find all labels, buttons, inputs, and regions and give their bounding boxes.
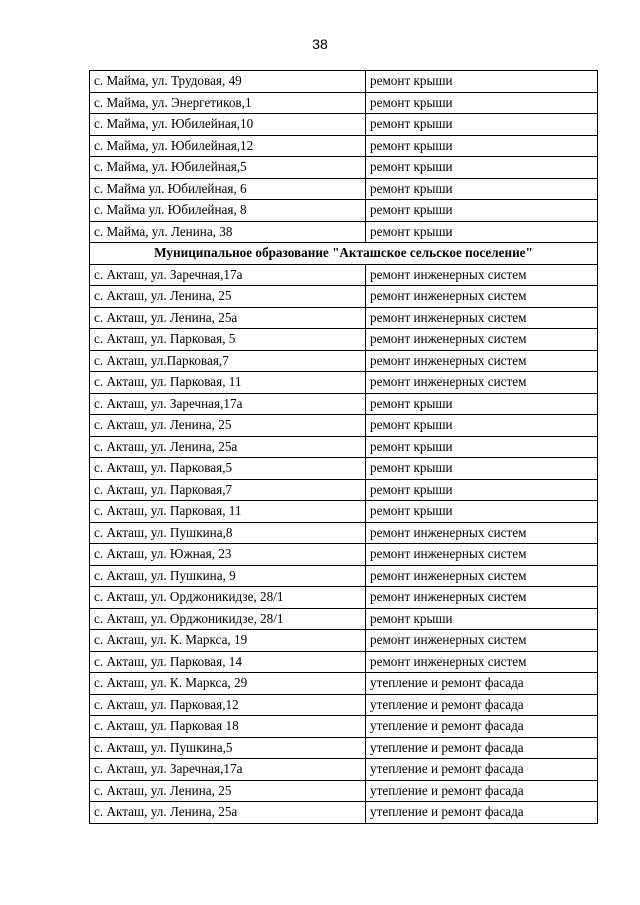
work-type-cell: ремонт крыши bbox=[366, 436, 598, 458]
address-cell: с. Акташ, ул. Пушкина,5 bbox=[90, 737, 366, 759]
work-type-cell: ремонт крыши bbox=[366, 178, 598, 200]
work-type-cell: ремонт крыши bbox=[366, 479, 598, 501]
address-cell: с. Акташ, ул. Парковая,7 bbox=[90, 479, 366, 501]
table-row bbox=[90, 673, 598, 695]
work-type-cell: утепление и ремонт фасада bbox=[366, 716, 598, 738]
address-cell: с. Акташ, ул. Парковая, 5 bbox=[90, 329, 366, 351]
table-row bbox=[90, 178, 598, 200]
table-row bbox=[90, 694, 598, 716]
table-row bbox=[90, 114, 598, 136]
work-type-cell: утепление и ремонт фасада bbox=[366, 694, 598, 716]
table-row bbox=[90, 479, 598, 501]
address-cell: с. Акташ, ул. Ленина, 25а bbox=[90, 436, 366, 458]
works-table-body bbox=[90, 71, 598, 824]
work-type-cell: ремонт крыши bbox=[366, 71, 598, 93]
work-type-cell: ремонт инженерных систем bbox=[366, 264, 598, 286]
table-row bbox=[90, 221, 598, 243]
table-row bbox=[90, 135, 598, 157]
work-type-cell: ремонт инженерных систем bbox=[366, 329, 598, 351]
work-type-cell: ремонт инженерных систем bbox=[366, 565, 598, 587]
page-number: 38 bbox=[312, 36, 328, 52]
work-type-cell: ремонт крыши bbox=[366, 114, 598, 136]
table-row bbox=[90, 780, 598, 802]
address-cell: с. Майма, ул. Трудовая, 49 bbox=[90, 71, 366, 93]
table-row bbox=[90, 350, 598, 372]
address-cell: с. Майма, ул. Юбилейная,5 bbox=[90, 157, 366, 179]
table-row bbox=[90, 608, 598, 630]
table-row bbox=[90, 737, 598, 759]
address-cell: с. Акташ, ул. Ленина, 25а bbox=[90, 802, 366, 824]
work-type-cell: утепление и ремонт фасада bbox=[366, 673, 598, 695]
work-type-cell: ремонт крыши bbox=[366, 608, 598, 630]
work-type-cell: ремонт крыши bbox=[366, 92, 598, 114]
table-row bbox=[90, 630, 598, 652]
address-cell: с. Акташ, ул. Заречная,17а bbox=[90, 264, 366, 286]
work-type-cell: ремонт крыши bbox=[366, 200, 598, 222]
address-cell: с. Акташ, ул. Парковая,5 bbox=[90, 458, 366, 480]
work-type-cell: ремонт крыши bbox=[366, 393, 598, 415]
work-type-cell: ремонт инженерных систем bbox=[366, 350, 598, 372]
table-row bbox=[90, 92, 598, 114]
work-type-cell: ремонт инженерных систем bbox=[366, 544, 598, 566]
work-type-cell: ремонт крыши bbox=[366, 501, 598, 523]
table-row bbox=[90, 716, 598, 738]
work-type-cell: ремонт крыши bbox=[366, 458, 598, 480]
work-type-cell: ремонт крыши bbox=[366, 415, 598, 437]
table-row bbox=[90, 372, 598, 394]
address-cell: с. Майма ул. Юбилейная, 8 bbox=[90, 200, 366, 222]
address-cell: с. Акташ, ул. Орджоникидзе, 28/1 bbox=[90, 587, 366, 609]
table-row bbox=[90, 71, 598, 93]
table-row bbox=[90, 200, 598, 222]
address-cell: с. Акташ, ул. Парковая, 11 bbox=[90, 372, 366, 394]
table-row bbox=[90, 264, 598, 286]
address-cell: с. Акташ, ул. Парковая, 11 bbox=[90, 501, 366, 523]
address-cell: с. Акташ, ул. Ленина, 25 bbox=[90, 415, 366, 437]
table-row bbox=[90, 501, 598, 523]
table-row bbox=[90, 393, 598, 415]
table-row bbox=[90, 544, 598, 566]
address-cell: с. Акташ, ул. Парковая 18 bbox=[90, 716, 366, 738]
address-cell: с. Майма, ул. Энергетиков,1 bbox=[90, 92, 366, 114]
table-row bbox=[90, 651, 598, 673]
address-cell: с. Майма, ул. Юбилейная,10 bbox=[90, 114, 366, 136]
work-type-cell: утепление и ремонт фасада bbox=[366, 780, 598, 802]
table-row bbox=[90, 157, 598, 179]
address-cell: с. Акташ, ул.Парковая,7 bbox=[90, 350, 366, 372]
address-cell: с. Майма ул. Юбилейная, 6 bbox=[90, 178, 366, 200]
address-cell: с. Акташ, ул. Ленина, 25 bbox=[90, 780, 366, 802]
work-type-cell: ремонт инженерных систем bbox=[366, 286, 598, 308]
table-row bbox=[90, 458, 598, 480]
work-type-cell: ремонт инженерных систем bbox=[366, 587, 598, 609]
table-row bbox=[90, 436, 598, 458]
address-cell: с. Акташ, ул. К. Маркса, 29 bbox=[90, 673, 366, 695]
section-header-row bbox=[90, 243, 598, 265]
address-cell: с. Акташ, ул. Парковая,12 bbox=[90, 694, 366, 716]
table-row bbox=[90, 802, 598, 824]
table-row bbox=[90, 522, 598, 544]
table-row bbox=[90, 759, 598, 781]
address-cell: с. Акташ, ул. Пушкина,8 bbox=[90, 522, 366, 544]
works-table bbox=[89, 70, 598, 824]
table-row bbox=[90, 307, 598, 329]
address-cell: с. Акташ, ул. Пушкина, 9 bbox=[90, 565, 366, 587]
address-cell: с. Акташ, ул. Парковая, 14 bbox=[90, 651, 366, 673]
work-type-cell: ремонт инженерных систем bbox=[366, 372, 598, 394]
address-cell: с. Акташ, ул. К. Маркса, 19 bbox=[90, 630, 366, 652]
address-cell: с. Акташ, ул. Ленина, 25а bbox=[90, 307, 366, 329]
address-cell: с. Акташ, ул. Ленина, 25 bbox=[90, 286, 366, 308]
work-type-cell: утепление и ремонт фасада bbox=[366, 737, 598, 759]
work-type-cell: ремонт инженерных систем bbox=[366, 630, 598, 652]
table-row bbox=[90, 286, 598, 308]
work-type-cell: ремонт инженерных систем bbox=[366, 307, 598, 329]
work-type-cell: ремонт крыши bbox=[366, 135, 598, 157]
table-row bbox=[90, 415, 598, 437]
work-type-cell: ремонт крыши bbox=[366, 221, 598, 243]
address-cell: с. Акташ, ул. Южная, 23 bbox=[90, 544, 366, 566]
work-type-cell: ремонт крыши bbox=[366, 157, 598, 179]
work-type-cell: ремонт инженерных систем bbox=[366, 651, 598, 673]
address-cell: с. Акташ, ул. Заречная,17а bbox=[90, 759, 366, 781]
table-row bbox=[90, 587, 598, 609]
work-type-cell: ремонт инженерных систем bbox=[366, 522, 598, 544]
address-cell: с. Акташ, ул. Орджоникидзе, 28/1 bbox=[90, 608, 366, 630]
address-cell: с. Акташ, ул. Заречная,17а bbox=[90, 393, 366, 415]
table-row bbox=[90, 329, 598, 351]
table-row bbox=[90, 565, 598, 587]
address-cell: с. Майма, ул. Ленина, 38 bbox=[90, 221, 366, 243]
address-cell: с. Майма, ул. Юбилейная,12 bbox=[90, 135, 366, 157]
work-type-cell: утепление и ремонт фасада bbox=[366, 759, 598, 781]
section-title: Муниципальное образование "Акташское сельское поселение" bbox=[90, 243, 598, 265]
work-type-cell: утепление и ремонт фасада bbox=[366, 802, 598, 824]
